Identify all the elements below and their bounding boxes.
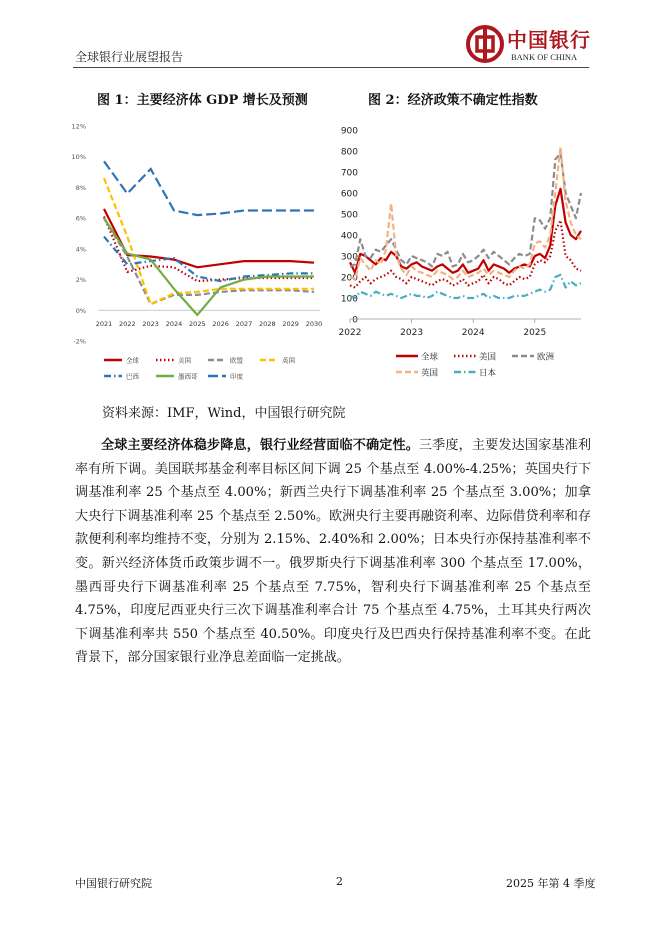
y-tick-label: 800 [340, 147, 358, 158]
logo-chinese-name: 中国银行 [507, 28, 591, 52]
bank-of-china-emblem-icon [465, 24, 505, 64]
legend-label: 美国 [178, 356, 191, 365]
y-tick-label: 2% [75, 276, 86, 285]
x-tick-label: 2023 [400, 328, 424, 338]
series-line-印度 [104, 161, 314, 215]
series-line-欧洲 [350, 153, 581, 266]
legend-label: 全球 [421, 352, 439, 363]
page-number: 2 [336, 875, 343, 888]
legend-label: 全球 [126, 356, 139, 365]
x-tick-label: 2021 [95, 320, 113, 328]
y-tick-label: 10% [71, 153, 86, 162]
footer-period: 2025 年第 4 季度 [506, 877, 596, 890]
x-tick-label: 2030 [305, 320, 323, 328]
y-tick-label: 12% [71, 122, 86, 131]
y-tick-label: -2% [73, 337, 86, 346]
policy-uncertainty-chart [338, 120, 588, 388]
x-tick-label: 2029 [282, 320, 299, 328]
y-tick-label: 0% [75, 306, 86, 315]
y-tick-label: 200 [340, 273, 358, 284]
paragraph-lead: 全球主要经济体稳步降息，银行业经营面临不确定性。 [101, 438, 419, 453]
figure-1-title: 图 1：主要经济体 GDP 增长及预测 [97, 93, 308, 108]
y-tick-label: 900 [340, 126, 358, 137]
x-tick-label: 2024 [165, 320, 183, 328]
x-tick-label: 2022 [119, 320, 136, 328]
gdp-growth-chart [68, 118, 330, 388]
x-tick-label: 2027 [235, 320, 253, 328]
logo-english-name: BANK OF CHINA [511, 52, 578, 62]
x-tick-label: 2023 [142, 320, 159, 328]
x-tick-label: 2025 [523, 328, 547, 338]
y-tick-label: 300 [340, 252, 358, 263]
series-line-日本 [350, 275, 581, 298]
x-tick-label: 2028 [259, 320, 276, 328]
series-line-英国 [104, 178, 314, 304]
y-tick-label: 400 [340, 231, 358, 242]
chart-legend [396, 352, 554, 379]
y-tick-label: 500 [340, 210, 358, 221]
bank-logo [465, 22, 591, 68]
paragraph-text: 三季度，主要发达国家基准利率有所下调。美国联邦基金利率目标区间下调 25 个基点至 4.00%-4.25%；英国央行下调基准利率 25 个基点至 4.00%；新西兰央行下调基准利率 25 个基点至 3.00%；加拿大央行下调基准利率 25 个基点至 2.50%。欧洲央行主要再融资利率、边际借贷利率和存款便利利率均维持不变，分别为 2.15%、2.40%和 2.00%；日本央行亦保持基准利率不变。新兴经济体货币政策步调不一。俄罗斯央行下调基准利率 300 个基点至 17.00%，墨西哥央行下调基准利率 25 个基点至 7.75%，智利央行下调基准利率 25 个基点至 4.75%，印度尼西亚央行三次下调基准利率合计 75 个基点至 4.75%，土耳其央行两次下调基准利率共 550 个基点至 40.50%。印度央行及巴西央行保持基准利率不变。在此背景下，部分国家银行业净息差面临一定挑战。 [75, 438, 591, 666]
legend-label: 欧盟 [230, 356, 243, 365]
chart-legend [104, 356, 296, 381]
legend-label: 美国 [479, 352, 497, 363]
body-paragraph [75, 434, 591, 670]
legend-label: 欧洲 [537, 352, 555, 363]
y-tick-label: 6% [75, 214, 86, 223]
figure-source: 资料来源：IMF，Wind，中国银行研究院 [102, 406, 346, 421]
report-title: 全球银行业展望报告 [75, 50, 184, 64]
legend-label: 墨西哥 [178, 372, 198, 381]
x-tick-label: 2022 [338, 328, 362, 338]
legend-label: 英国 [421, 368, 439, 379]
series-line-全球 [350, 189, 581, 273]
x-tick-label: 2026 [212, 320, 229, 328]
legend-label: 日本 [479, 368, 497, 379]
legend-label: 巴西 [126, 372, 139, 381]
figure-2-title: 图 2：经济政策不确定性指数 [368, 93, 538, 108]
y-tick-label: 700 [340, 168, 358, 179]
y-tick-label: 4% [75, 245, 86, 254]
series-line-美国 [104, 217, 314, 282]
y-tick-label: 600 [340, 189, 358, 200]
y-tick-label: 100 [340, 294, 358, 305]
legend-label: 英国 [282, 356, 295, 365]
y-tick-label: 0 [352, 315, 358, 326]
legend-label: 印度 [230, 372, 243, 381]
x-tick-label: 2025 [189, 320, 206, 328]
footer-org: 中国银行研究院 [75, 877, 152, 890]
x-tick-label: 2024 [461, 328, 485, 338]
y-tick-label: 8% [75, 183, 86, 192]
